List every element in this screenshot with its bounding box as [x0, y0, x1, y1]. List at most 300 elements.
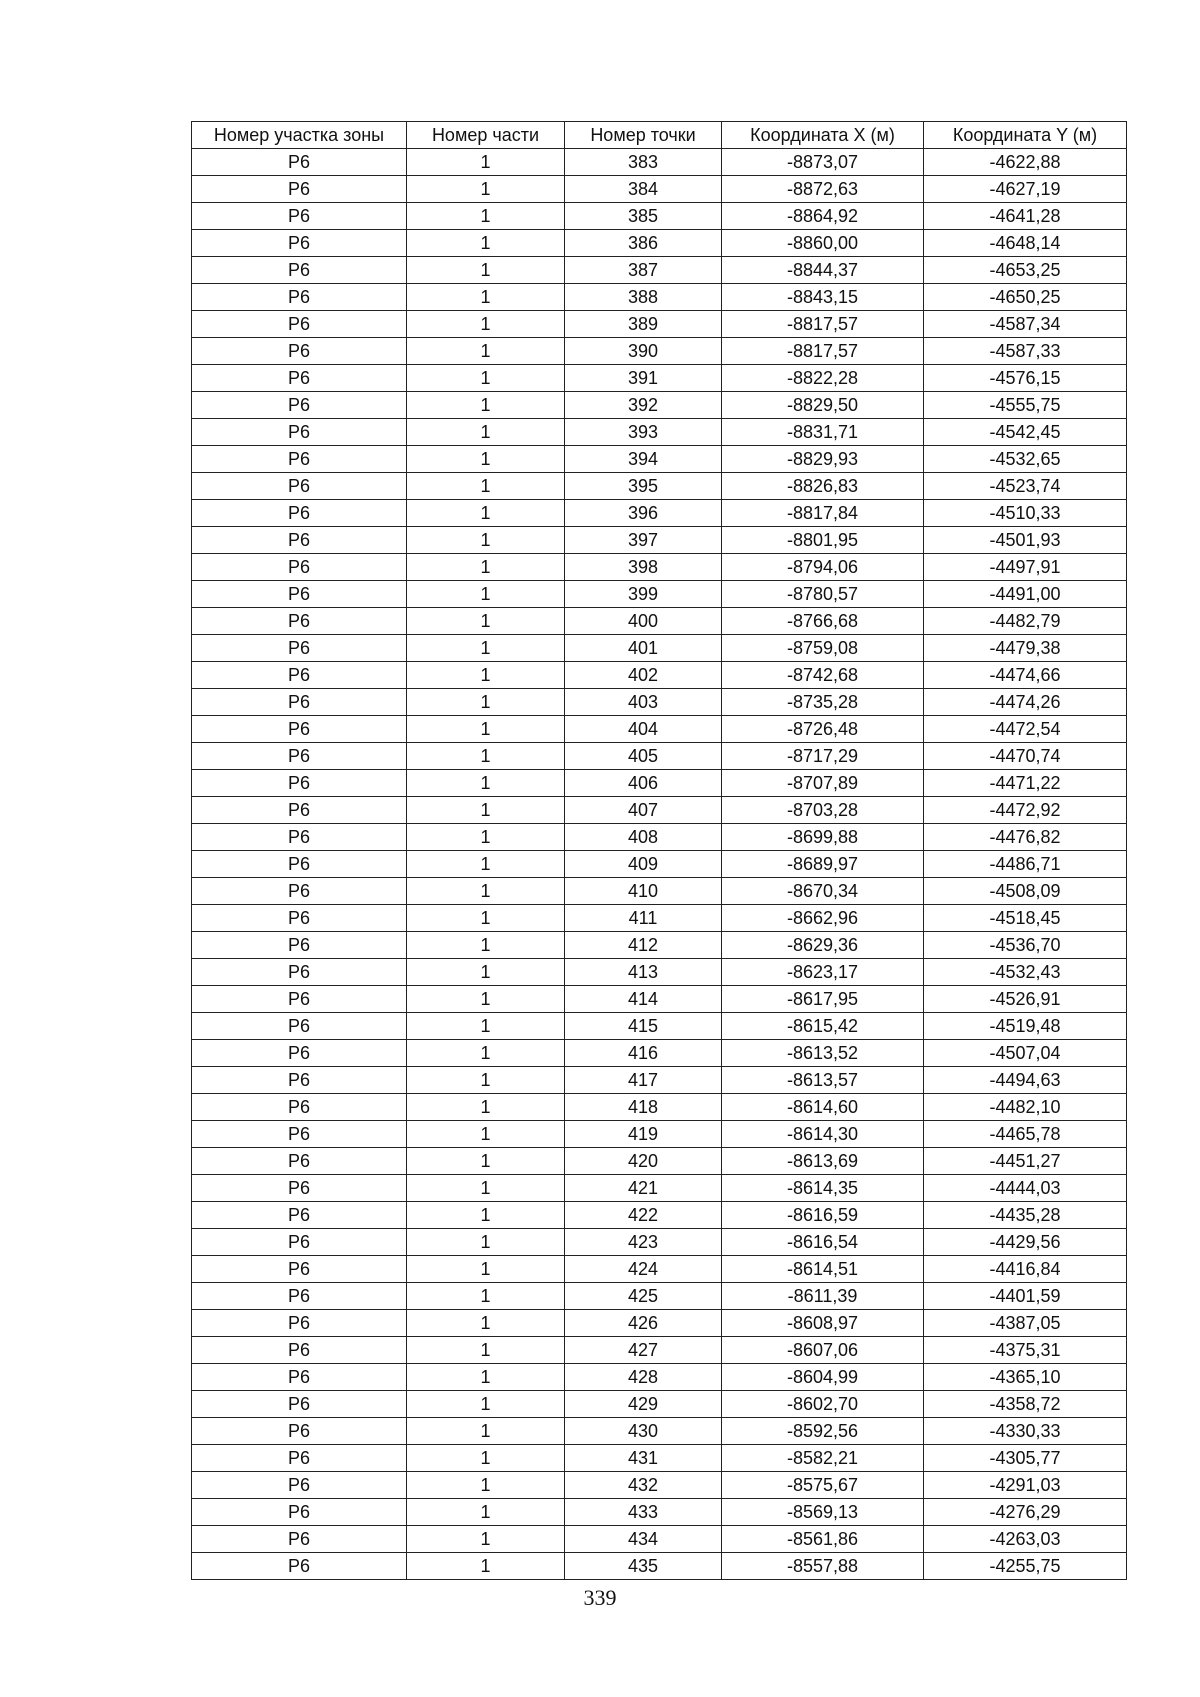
coordinate-x-cell: -8592,56 — [722, 1418, 924, 1445]
point-number-cell: 402 — [565, 662, 722, 689]
part-number-cell: 1 — [407, 230, 565, 257]
header-point-number: Номер точки — [565, 122, 722, 149]
coordinate-x-cell: -8831,71 — [722, 419, 924, 446]
coordinate-y-cell: -4518,45 — [924, 905, 1127, 932]
header-coordinate-x: Координата X (м) — [722, 122, 924, 149]
coordinate-x-cell: -8629,36 — [722, 932, 924, 959]
coordinate-y-cell: -4519,48 — [924, 1013, 1127, 1040]
zone-section-cell: Р6 — [192, 986, 407, 1013]
table-row — [192, 365, 1127, 392]
coordinate-x-cell: -8561,86 — [722, 1526, 924, 1553]
coordinate-x-cell: -8843,15 — [722, 284, 924, 311]
table-row — [192, 203, 1127, 230]
coordinate-y-cell: -4444,03 — [924, 1175, 1127, 1202]
part-number-cell: 1 — [407, 419, 565, 446]
table-row — [192, 1364, 1127, 1391]
point-number-cell: 419 — [565, 1121, 722, 1148]
point-number-cell: 427 — [565, 1337, 722, 1364]
point-number-cell: 414 — [565, 986, 722, 1013]
table-row — [192, 770, 1127, 797]
coordinate-x-cell: -8766,68 — [722, 608, 924, 635]
coordinate-y-cell: -4470,74 — [924, 743, 1127, 770]
coordinate-y-cell: -4465,78 — [924, 1121, 1127, 1148]
coordinate-x-cell: -8569,13 — [722, 1499, 924, 1526]
coordinate-x-cell: -8614,51 — [722, 1256, 924, 1283]
coordinate-x-cell: -8623,17 — [722, 959, 924, 986]
zone-section-cell: Р6 — [192, 392, 407, 419]
coordinate-x-cell: -8662,96 — [722, 905, 924, 932]
point-number-cell: 410 — [565, 878, 722, 905]
part-number-cell: 1 — [407, 338, 565, 365]
point-number-cell: 422 — [565, 1202, 722, 1229]
part-number-cell: 1 — [407, 1310, 565, 1337]
point-number-cell: 434 — [565, 1526, 722, 1553]
point-number-cell: 432 — [565, 1472, 722, 1499]
coordinate-y-cell: -4474,26 — [924, 689, 1127, 716]
coordinate-y-cell: -4507,04 — [924, 1040, 1127, 1067]
table-row — [192, 743, 1127, 770]
zone-section-cell: Р6 — [192, 932, 407, 959]
header-part-number: Номер части — [407, 122, 565, 149]
coordinate-x-cell: -8817,57 — [722, 338, 924, 365]
table-row — [192, 527, 1127, 554]
point-number-cell: 415 — [565, 1013, 722, 1040]
table-row — [192, 905, 1127, 932]
table-row — [192, 446, 1127, 473]
zone-section-cell: Р6 — [192, 905, 407, 932]
table-row — [192, 1499, 1127, 1526]
zone-section-cell: Р6 — [192, 284, 407, 311]
coordinate-y-cell: -4330,33 — [924, 1418, 1127, 1445]
coordinate-y-cell: -4494,63 — [924, 1067, 1127, 1094]
part-number-cell: 1 — [407, 1337, 565, 1364]
header-row — [192, 122, 1127, 149]
part-number-cell: 1 — [407, 1013, 565, 1040]
header-coordinate-y: Координата Y (м) — [924, 122, 1127, 149]
coordinate-x-cell: -8844,37 — [722, 257, 924, 284]
point-number-cell: 389 — [565, 311, 722, 338]
coordinate-x-cell: -8707,89 — [722, 770, 924, 797]
point-number-cell: 406 — [565, 770, 722, 797]
coordinate-x-cell: -8699,88 — [722, 824, 924, 851]
coordinate-x-cell: -8872,63 — [722, 176, 924, 203]
table-row — [192, 1418, 1127, 1445]
zone-section-cell: Р6 — [192, 1391, 407, 1418]
coordinate-y-cell: -4305,77 — [924, 1445, 1127, 1472]
part-number-cell: 1 — [407, 1175, 565, 1202]
coordinate-y-cell: -4482,79 — [924, 608, 1127, 635]
part-number-cell: 1 — [407, 1121, 565, 1148]
point-number-cell: 400 — [565, 608, 722, 635]
part-number-cell: 1 — [407, 1283, 565, 1310]
coordinate-x-cell: -8608,97 — [722, 1310, 924, 1337]
table-row — [192, 1175, 1127, 1202]
point-number-cell: 416 — [565, 1040, 722, 1067]
coordinate-x-cell: -8611,39 — [722, 1283, 924, 1310]
zone-section-cell: Р6 — [192, 446, 407, 473]
table-row — [192, 338, 1127, 365]
coordinates-table — [191, 121, 1127, 1580]
part-number-cell: 1 — [407, 554, 565, 581]
coordinate-x-cell: -8614,60 — [722, 1094, 924, 1121]
coordinate-y-cell: -4491,00 — [924, 581, 1127, 608]
coordinate-y-cell: -4291,03 — [924, 1472, 1127, 1499]
coordinate-x-cell: -8826,83 — [722, 473, 924, 500]
part-number-cell: 1 — [407, 689, 565, 716]
zone-section-cell: Р6 — [192, 851, 407, 878]
coordinate-x-cell: -8607,06 — [722, 1337, 924, 1364]
point-number-cell: 426 — [565, 1310, 722, 1337]
point-number-cell: 429 — [565, 1391, 722, 1418]
coordinate-y-cell: -4365,10 — [924, 1364, 1127, 1391]
coordinate-y-cell: -4526,91 — [924, 986, 1127, 1013]
zone-section-cell: Р6 — [192, 1499, 407, 1526]
part-number-cell: 1 — [407, 365, 565, 392]
part-number-cell: 1 — [407, 905, 565, 932]
coordinate-x-cell: -8689,97 — [722, 851, 924, 878]
zone-section-cell: Р6 — [192, 770, 407, 797]
coordinate-y-cell: -4627,19 — [924, 176, 1127, 203]
table-row — [192, 824, 1127, 851]
table-row — [192, 257, 1127, 284]
coordinate-y-cell: -4435,28 — [924, 1202, 1127, 1229]
coordinate-y-cell: -4486,71 — [924, 851, 1127, 878]
table-row — [192, 1121, 1127, 1148]
coordinate-y-cell: -4482,10 — [924, 1094, 1127, 1121]
coordinate-x-cell: -8817,84 — [722, 500, 924, 527]
point-number-cell: 396 — [565, 500, 722, 527]
zone-section-cell: Р6 — [192, 743, 407, 770]
point-number-cell: 417 — [565, 1067, 722, 1094]
point-number-cell: 384 — [565, 176, 722, 203]
part-number-cell: 1 — [407, 1364, 565, 1391]
zone-section-cell: Р6 — [192, 1229, 407, 1256]
part-number-cell: 1 — [407, 1499, 565, 1526]
coordinate-x-cell: -8873,07 — [722, 149, 924, 176]
zone-section-cell: Р6 — [192, 1013, 407, 1040]
table-row — [192, 554, 1127, 581]
point-number-cell: 409 — [565, 851, 722, 878]
part-number-cell: 1 — [407, 824, 565, 851]
part-number-cell: 1 — [407, 284, 565, 311]
coordinate-y-cell: -4429,56 — [924, 1229, 1127, 1256]
coordinate-y-cell: -4650,25 — [924, 284, 1127, 311]
table-row — [192, 1094, 1127, 1121]
zone-section-cell: Р6 — [192, 1175, 407, 1202]
table-row — [192, 1202, 1127, 1229]
part-number-cell: 1 — [407, 1526, 565, 1553]
point-number-cell: 397 — [565, 527, 722, 554]
table-row — [192, 959, 1127, 986]
coordinate-y-cell: -4416,84 — [924, 1256, 1127, 1283]
zone-section-cell: Р6 — [192, 1094, 407, 1121]
table-row — [192, 878, 1127, 905]
part-number-cell: 1 — [407, 1229, 565, 1256]
zone-section-cell: Р6 — [192, 1256, 407, 1283]
zone-section-cell: Р6 — [192, 1445, 407, 1472]
point-number-cell: 385 — [565, 203, 722, 230]
point-number-cell: 391 — [565, 365, 722, 392]
coordinate-y-cell: -4358,72 — [924, 1391, 1127, 1418]
coordinate-y-cell: -4387,05 — [924, 1310, 1127, 1337]
zone-section-cell: Р6 — [192, 149, 407, 176]
table-row — [192, 986, 1127, 1013]
page-number: 339 — [583, 1585, 617, 1610]
table-row — [192, 797, 1127, 824]
point-number-cell: 393 — [565, 419, 722, 446]
zone-section-cell: Р6 — [192, 203, 407, 230]
part-number-cell: 1 — [407, 932, 565, 959]
zone-section-cell: Р6 — [192, 419, 407, 446]
coordinate-x-cell: -8864,92 — [722, 203, 924, 230]
point-number-cell: 435 — [565, 1553, 722, 1580]
coordinate-x-cell: -8780,57 — [722, 581, 924, 608]
coordinate-x-cell: -8557,88 — [722, 1553, 924, 1580]
coordinate-y-cell: -4641,28 — [924, 203, 1127, 230]
part-number-cell: 1 — [407, 149, 565, 176]
part-number-cell: 1 — [407, 770, 565, 797]
table-row — [192, 1256, 1127, 1283]
table-row — [192, 851, 1127, 878]
coordinate-x-cell: -8602,70 — [722, 1391, 924, 1418]
part-number-cell: 1 — [407, 743, 565, 770]
part-number-cell: 1 — [407, 257, 565, 284]
table-row — [192, 1013, 1127, 1040]
part-number-cell: 1 — [407, 878, 565, 905]
coordinate-x-cell: -8670,34 — [722, 878, 924, 905]
coordinate-x-cell: -8794,06 — [722, 554, 924, 581]
point-number-cell: 383 — [565, 149, 722, 176]
part-number-cell: 1 — [407, 1040, 565, 1067]
table-row — [192, 932, 1127, 959]
zone-section-cell: Р6 — [192, 1364, 407, 1391]
part-number-cell: 1 — [407, 1148, 565, 1175]
part-number-cell: 1 — [407, 311, 565, 338]
coordinate-x-cell: -8616,54 — [722, 1229, 924, 1256]
zone-section-cell: Р6 — [192, 581, 407, 608]
zone-section-cell: Р6 — [192, 1067, 407, 1094]
part-number-cell: 1 — [407, 1445, 565, 1472]
table-row — [192, 608, 1127, 635]
coordinate-x-cell: -8613,57 — [722, 1067, 924, 1094]
part-number-cell: 1 — [407, 203, 565, 230]
coordinate-x-cell: -8615,42 — [722, 1013, 924, 1040]
point-number-cell: 405 — [565, 743, 722, 770]
coordinate-y-cell: -4501,93 — [924, 527, 1127, 554]
table-row — [192, 716, 1127, 743]
zone-section-cell: Р6 — [192, 1202, 407, 1229]
coordinate-x-cell: -8759,08 — [722, 635, 924, 662]
coordinate-y-cell: -4576,15 — [924, 365, 1127, 392]
coordinate-x-cell: -8726,48 — [722, 716, 924, 743]
part-number-cell: 1 — [407, 500, 565, 527]
point-number-cell: 412 — [565, 932, 722, 959]
zone-section-cell: Р6 — [192, 1526, 407, 1553]
table-row — [192, 1229, 1127, 1256]
coordinate-y-cell: -4555,75 — [924, 392, 1127, 419]
table-row — [192, 1310, 1127, 1337]
zone-section-cell: Р6 — [192, 1121, 407, 1148]
point-number-cell: 407 — [565, 797, 722, 824]
table-row — [192, 392, 1127, 419]
coordinate-y-cell: -4523,74 — [924, 473, 1127, 500]
table-header — [192, 122, 1127, 149]
coordinate-x-cell: -8613,69 — [722, 1148, 924, 1175]
part-number-cell: 1 — [407, 392, 565, 419]
coordinate-y-cell: -4401,59 — [924, 1283, 1127, 1310]
table-row — [192, 1067, 1127, 1094]
coordinate-x-cell: -8801,95 — [722, 527, 924, 554]
point-number-cell: 420 — [565, 1148, 722, 1175]
table-row — [192, 230, 1127, 257]
part-number-cell: 1 — [407, 527, 565, 554]
point-number-cell: 392 — [565, 392, 722, 419]
point-number-cell: 387 — [565, 257, 722, 284]
coordinate-y-cell: -4532,43 — [924, 959, 1127, 986]
point-number-cell: 404 — [565, 716, 722, 743]
table-row — [192, 1391, 1127, 1418]
part-number-cell: 1 — [407, 608, 565, 635]
part-number-cell: 1 — [407, 662, 565, 689]
coordinate-x-cell: -8703,28 — [722, 797, 924, 824]
point-number-cell: 395 — [565, 473, 722, 500]
zone-section-cell: Р6 — [192, 473, 407, 500]
part-number-cell: 1 — [407, 1553, 565, 1580]
table-body — [192, 149, 1127, 1580]
point-number-cell: 386 — [565, 230, 722, 257]
table-row — [192, 473, 1127, 500]
table-row — [192, 581, 1127, 608]
zone-section-cell: Р6 — [192, 797, 407, 824]
coordinate-y-cell: -4451,27 — [924, 1148, 1127, 1175]
part-number-cell: 1 — [407, 716, 565, 743]
part-number-cell: 1 — [407, 1472, 565, 1499]
zone-section-cell: Р6 — [192, 1337, 407, 1364]
zone-section-cell: Р6 — [192, 608, 407, 635]
zone-section-cell: Р6 — [192, 878, 407, 905]
zone-section-cell: Р6 — [192, 230, 407, 257]
table-row — [192, 284, 1127, 311]
coordinate-y-cell: -4263,03 — [924, 1526, 1127, 1553]
zone-section-cell: Р6 — [192, 689, 407, 716]
zone-section-cell: Р6 — [192, 1553, 407, 1580]
table-row — [192, 689, 1127, 716]
coordinate-x-cell: -8860,00 — [722, 230, 924, 257]
zone-section-cell: Р6 — [192, 554, 407, 581]
zone-section-cell: Р6 — [192, 824, 407, 851]
coordinate-x-cell: -8582,21 — [722, 1445, 924, 1472]
point-number-cell: 411 — [565, 905, 722, 932]
coordinate-x-cell: -8717,29 — [722, 743, 924, 770]
coordinate-y-cell: -4476,82 — [924, 824, 1127, 851]
table-row — [192, 1337, 1127, 1364]
part-number-cell: 1 — [407, 446, 565, 473]
point-number-cell: 425 — [565, 1283, 722, 1310]
coordinate-y-cell: -4542,45 — [924, 419, 1127, 446]
table-row — [192, 419, 1127, 446]
zone-section-cell: Р6 — [192, 662, 407, 689]
header-zone-section: Номер участка зоны — [192, 122, 407, 149]
coordinate-y-cell: -4472,54 — [924, 716, 1127, 743]
table-row — [192, 1148, 1127, 1175]
part-number-cell: 1 — [407, 581, 565, 608]
point-number-cell: 421 — [565, 1175, 722, 1202]
table-row — [192, 662, 1127, 689]
coordinate-x-cell: -8735,28 — [722, 689, 924, 716]
point-number-cell: 388 — [565, 284, 722, 311]
point-number-cell: 423 — [565, 1229, 722, 1256]
zone-section-cell: Р6 — [192, 1148, 407, 1175]
point-number-cell: 399 — [565, 581, 722, 608]
table-row — [192, 149, 1127, 176]
zone-section-cell: Р6 — [192, 176, 407, 203]
part-number-cell: 1 — [407, 1067, 565, 1094]
coordinate-y-cell: -4276,29 — [924, 1499, 1127, 1526]
zone-section-cell: Р6 — [192, 1418, 407, 1445]
part-number-cell: 1 — [407, 986, 565, 1013]
part-number-cell: 1 — [407, 959, 565, 986]
part-number-cell: 1 — [407, 1202, 565, 1229]
table-row — [192, 176, 1127, 203]
zone-section-cell: Р6 — [192, 959, 407, 986]
table-row — [192, 1553, 1127, 1580]
coordinate-y-cell: -4587,34 — [924, 311, 1127, 338]
point-number-cell: 430 — [565, 1418, 722, 1445]
point-number-cell: 413 — [565, 959, 722, 986]
zone-section-cell: Р6 — [192, 1472, 407, 1499]
point-number-cell: 390 — [565, 338, 722, 365]
coordinate-y-cell: -4653,25 — [924, 257, 1127, 284]
zone-section-cell: Р6 — [192, 635, 407, 662]
part-number-cell: 1 — [407, 851, 565, 878]
coordinate-y-cell: -4648,14 — [924, 230, 1127, 257]
part-number-cell: 1 — [407, 1256, 565, 1283]
zone-section-cell: Р6 — [192, 311, 407, 338]
coordinate-x-cell: -8613,52 — [722, 1040, 924, 1067]
coordinate-x-cell: -8614,30 — [722, 1121, 924, 1148]
coordinate-y-cell: -4532,65 — [924, 446, 1127, 473]
point-number-cell: 398 — [565, 554, 722, 581]
point-number-cell: 418 — [565, 1094, 722, 1121]
zone-section-cell: Р6 — [192, 500, 407, 527]
point-number-cell: 403 — [565, 689, 722, 716]
point-number-cell: 394 — [565, 446, 722, 473]
table-row — [192, 1472, 1127, 1499]
coordinate-x-cell: -8742,68 — [722, 662, 924, 689]
coordinate-y-cell: -4510,33 — [924, 500, 1127, 527]
point-number-cell: 431 — [565, 1445, 722, 1472]
part-number-cell: 1 — [407, 1418, 565, 1445]
table-row — [192, 500, 1127, 527]
coordinate-x-cell: -8822,28 — [722, 365, 924, 392]
coordinate-x-cell: -8817,57 — [722, 311, 924, 338]
zone-section-cell: Р6 — [192, 257, 407, 284]
table-row — [192, 1040, 1127, 1067]
table-row — [192, 1445, 1127, 1472]
coordinate-x-cell: -8829,50 — [722, 392, 924, 419]
coordinate-y-cell: -4375,31 — [924, 1337, 1127, 1364]
point-number-cell: 428 — [565, 1364, 722, 1391]
coordinate-y-cell: -4472,92 — [924, 797, 1127, 824]
coordinate-x-cell: -8617,95 — [722, 986, 924, 1013]
coordinate-x-cell: -8616,59 — [722, 1202, 924, 1229]
point-number-cell: 401 — [565, 635, 722, 662]
zone-section-cell: Р6 — [192, 716, 407, 743]
zone-section-cell: Р6 — [192, 365, 407, 392]
point-number-cell: 433 — [565, 1499, 722, 1526]
coordinate-x-cell: -8604,99 — [722, 1364, 924, 1391]
coordinate-y-cell: -4471,22 — [924, 770, 1127, 797]
